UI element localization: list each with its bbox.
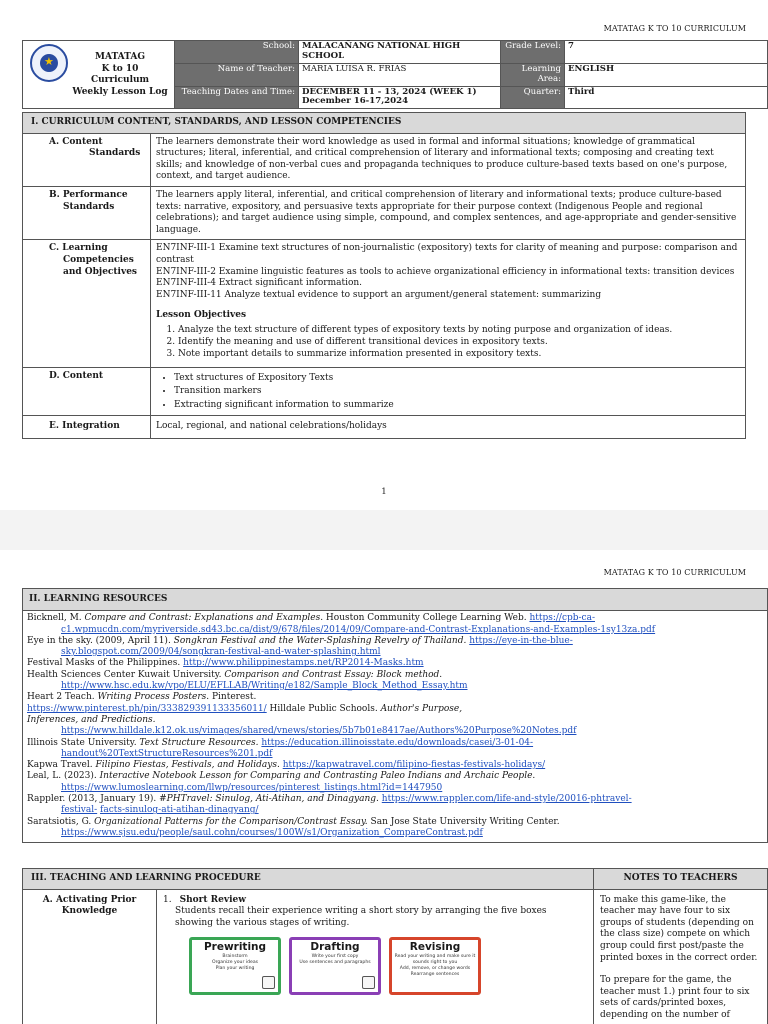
prewriting-card: Prewriting Brainstorm Organize your ideas Plan your writing [189,937,281,995]
competency-2: EN7INF-III-2 Examine linguistic features as tools to achieve organizational efficiency in informational texts: transition devices [156,266,735,277]
objective-item: 2. Identify the meaning and use of different transitional devices in expository texts. [178,336,740,348]
school-label: School: [175,41,299,64]
activating-prior-cell: 1. Short Review Students recall their experience writing a short story by arranging the five boxes showing the various stages of writing. Prewriting Brainstorm Organize your ideas Plan your writing Drafting Write your first copy Use sentences and paragraphs Revising Read your writing and make sure it sounds right to you Add, remove, or change words Rearrange sentences [157,889,594,1024]
objectives-title: Lesson Objectives [156,310,247,321]
learning-resources-table [22,588,768,843]
curriculum-table [22,112,746,439]
page-2 [0,550,768,1024]
resource-link[interactable]: c1.wpmucdn.com/myriverside.sd43.bc.ca/dist/9/678/files/2014/09/Compare-and-Contrast-Explanations-and-Examples-1sy13za.pdf [61,624,656,635]
content-label: D. Content [23,367,151,416]
resource-link[interactable]: http://www.philippinestamps.net/RP2014-Masks.htm [183,658,424,669]
deped-seal-logo: ★ [30,44,68,82]
resource-entry: Illinois State University. Text Structure Resources. https://education.illinoisstate.edu/downloads/casei/3-01-04- [27,737,534,748]
resource-link[interactable]: facts-sinulog-ati-atihan-dinagyang/ [100,805,259,816]
running-header: MATATAG K TO 10 CURRICULUM [603,568,746,577]
running-header: MATATAG K TO 10 CURRICULUM [603,24,746,33]
page-number: 1 [381,487,387,497]
paper-icon [362,976,375,989]
dates-value: DECEMBER 11 - 13, 2024 (WEEK 1) December 16-17,2024 [299,86,501,109]
teacher-label: Name of Teacher: [175,63,299,86]
performance-standards-text: The learners apply literal, inferential, and critical comprehension of literary and informational texts; produce culture-based texts: narrative, expository, and persuasive texts appropriate for their purpose context (Indigenous People and regional celebrations); and target audience using simple, compound, and complex sentences, and age-appropriate and gender-sensitive language. [151,186,746,239]
resource-link[interactable]: https://eye-in-the-blue- [469,635,573,646]
lesson-log-title: MATATAG K to 10 Curriculum Weekly Lesson Log [72,52,168,97]
integration-text: Local, regional, and national celebrations/holidays [151,416,746,439]
area-value: ENGLISH [565,63,768,86]
section-3-title: III. TEACHING AND LEARNING PROCEDURE [23,869,594,890]
revising-card: Revising Read your writing and make sure it sounds right to you Add, remove, or change words Rearrange sentences [389,937,481,995]
notes-paragraph-2: To prepare for the game, the teacher must 1.) print four to six sets of cards/printed boxes, depending on the number of [600,975,750,1020]
resource-link[interactable]: https://www.pinterest.ph/pin/333829391133356011/ [27,703,267,714]
content-item: • Text structures of Expository Texts [174,372,740,386]
objectives-list [156,324,740,360]
notes-cell [594,889,768,1024]
resource-entry: Eye in the sky. (2009, April 11). Songkran Festival and the Water-Splashing Revelry of Thailand. https://eye-in-the-blue- [27,635,573,646]
competencies-label: C. Learning Competencies and Objectives [23,240,151,368]
resource-link[interactable]: https://www.sjsu.edu/people/saul.cohn/courses/100W/s1/Organization_CompareContrast.pdf [61,827,483,838]
writing-stage-cards [189,937,587,995]
teacher-value: MARIA LUISA R. FRIAS [299,63,501,86]
grade-label: Grade Level: [501,41,565,64]
header-info-table [22,40,768,109]
competencies-cell [151,240,746,368]
content-item: • Extracting significant information to summarize [174,399,740,413]
short-review-title: Short Review [179,894,246,905]
objective-item: 1. Analyze the text structure of different types of expository texts by noting purpose and organization of ideas. [178,324,740,336]
resource-link[interactable]: https://www.lumoslearning.com/llwp/resources/pinterest_listings.html?id=1447950 [61,782,443,793]
dates-label: Teaching Dates and Time: [175,86,299,109]
page-gap [0,510,768,550]
resources-cell: Bicknell, M. Compare and Contrast: Explanations and Examples. Houston Community College Learning Web. https://cpb-ca- c1.wpmucdn.com/myriverside.sd43.bc.ca/dist/9/678/files/2014/09/Compare-and-Contrast-Explanations-and-Examples-1sy13za.pdf Eye in the sky. (2009, April 11). Songkran Festival and the Water-Splashing Revelry of Thailand. https://eye-in-the-blue- sky.blogspot.com/2009/04/songkran-festival-and-water-splashing.html Festival Masks of the Philippines. http://www.philippinestamps.net/RP2014-Masks.htm Health Sciences Center Kuwait University. Comparison and Contrast Essay: Block method. http://www.hsc.edu.kw/vpo/ELU/EFLLAB/Writing/e182/Sample_Block_Method_Essay.htm Heart 2 Teach. Writing Process Posters. Pinterest. https://www.pinterest.ph/pin/333829391133356011/ Hilldale Public Schools. Author's Purpose, Inferences, and Predictions. https://www.hilldale.k12.ok.us/vimages/shared/vnews/stories/5b7b01e8417ae/Authors%20Purpose%20Notes.pdf Illinois State University. Text Structure Resources. https://education.illinoisstate.edu/downloads/casei/3-01-04- handout%20TextStructureResources%201.pdf Kapwa Travel. Filipino Fiestas, Festivals, and Holidays. https://kapwatravel.com/filipino-fiestas-festivals-holidays/ Leal, L. (2023). Interactive Notebook Lesson for Comparing and Contrasting Paleo Indians and Archaic People. https://www.lumoslearning.com/llwp/resources/pinterest_listings.html?id=1447950 Rappler. (2013, January 19). #PHTravel: Sinulog, Ati-Atihan, and Dinagyang. https://www.rappler.com/life-and-style/20016-phtravel- festival- facts-sinulog-ati-atihan-dinagyang/ Saratsiotis, G. Organizational Patterns for the Comparison/Contrast Essay. San Jose State University Writing Center. https://www.sjsu.edu/people/saul.cohn/courses/100W/s1/Organization_CompareContrast.pdf [23,611,768,843]
resource-entry: Leal, L. (2023). Interactive Notebook Lesson for Comparing and Contrasting Paleo Indians and Archaic People. [27,771,536,782]
notes-paragraph-1: To make this game-like, the teacher may have four to six groups of students (depending on the class size) compete on which group could first post/paste the printed boxes in the correct order. [600,894,758,963]
content-standards-text: The learners demonstrate their word knowledge as used in formal and informal situations; knowledge of grammatical structures; literal, inferential, and critical comprehension of literary and informational texts; composing and creating text skills; and knowledge of non-verbal cues and propaganda techniques to produce culture-based texts based on one's purpose, context, and target audience. [151,133,746,186]
resource-link[interactable]: https://education.illinoisstate.edu/downloads/casei/3-01-04- [261,737,534,748]
pencil-icon [262,976,275,989]
quarter-value: Third [565,86,768,109]
resource-entry: Heart 2 Teach. Writing Process Posters. Pinterest. [27,692,257,703]
integration-label: E. Integration [23,416,151,439]
resource-entry: Festival Masks of the Philippines. http://www.philippinestamps.net/RP2014-Masks.htm [27,658,424,669]
resource-link[interactable]: http://www.hsc.edu.kw/vpo/ELU/EFLLAB/Writing/e182/Sample_Block_Method_Essay.htm [61,681,468,692]
page-1 [0,0,768,510]
resource-entry: Health Sciences Center Kuwait University. Comparison and Contrast Essay: Block method. [27,669,443,680]
resource-link[interactable]: handout%20TextStructureResources%201.pdf [61,748,273,759]
content-cell [151,367,746,416]
resource-entry: Bicknell, M. Compare and Contrast: Explanations and Examples. Houston Community College Learning Web. https://cpb-ca- [27,613,595,624]
area-label: Learning Area: [501,63,565,86]
resource-entry: Saratsiotis, G. Organizational Patterns for the Comparison/Contrast Essay. San Jose State University Writing Center. [27,816,560,827]
short-review-text: Students recall their experience writing a short story by arranging the five boxes showing the various stages of writing. [175,906,547,928]
resource-link[interactable]: https://www.hilldale.k12.ok.us/vimages/shared/vnews/stories/5b7b01e8417ae/Authors%20Purpose%20Notes.pdf [61,726,577,737]
resource-link[interactable]: https://cpb-ca- [529,613,595,624]
resource-link[interactable]: https://kapwatravel.com/filipino-fiestas-festivals-holidays/ [282,760,546,771]
section-1-title: I. CURRICULUM CONTENT, STANDARDS, AND LESSON COMPETENCIES [23,113,746,134]
quarter-label: Quarter: [501,86,565,109]
procedure-table [22,868,768,1024]
activating-prior-label: A. Activating Prior Knowledge [23,889,157,1024]
notes-title: NOTES TO TEACHERS [594,869,768,890]
resource-entry: Kapwa Travel. Filipino Fiestas, Festivals, and Holidays. https://kapwatravel.com/filipino-fiestas-festivals-holidays/ [27,760,546,771]
objective-item: 3. Note important details to summarize information presented in expository texts. [178,348,740,360]
content-standards-label: A. Content Standards [23,133,151,186]
competency-4: EN7INF-III-11 Analyze textual evidence to support an argument/general statement: summarizing [156,289,602,300]
resource-link[interactable]: https://www.rappler.com/life-and-style/20016-phtravel- [381,794,632,805]
resource-link[interactable]: sky.blogspot.com/2009/04/songkran-festival-and-water-splashing.html [61,647,381,658]
performance-standards-label: B. Performance Standards [23,186,151,239]
content-list [156,372,740,413]
grade-value: 7 [565,41,768,64]
content-item: • Transition markers [174,385,740,399]
competency-3: EN7INF-III-4 Extract significant information. [156,278,363,289]
drafting-card: Drafting Write your first copy Use sentences and paragraphs [289,937,381,995]
resource-link[interactable]: festival- [61,805,98,816]
school-value: MALACAÑANG NATIONAL HIGH SCHOOL [299,41,501,64]
resource-entry: Rappler. (2013, January 19). #PHTravel: Sinulog, Ati-Atihan, and Dinagyang. https://www.rappler.com/life-and-style/20016-phtravel- [27,794,632,805]
section-2-title: II. LEARNING RESOURCES [23,589,768,611]
competency-1: EN7INF-III-1 Examine text structures of non-journalistic (expository) texts for clarity of meaning and purpose: comparison and contrast [156,243,738,265]
